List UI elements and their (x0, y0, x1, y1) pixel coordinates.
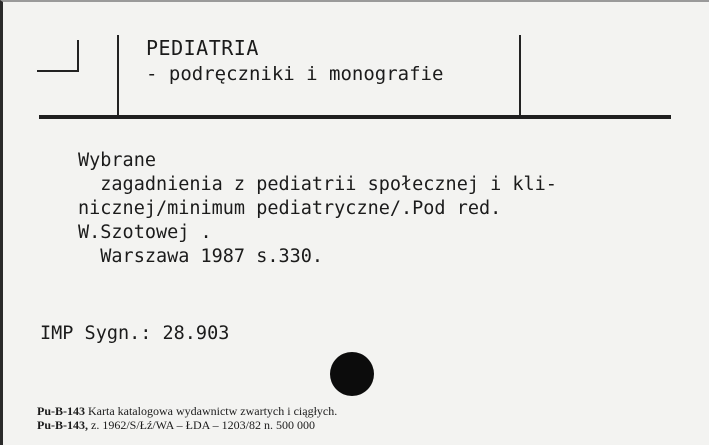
card-footer (37, 404, 337, 432)
header-divider-right (519, 35, 521, 115)
form-code: Pu-B-143 (37, 404, 85, 418)
header-rule (39, 115, 671, 119)
entry-line: W.Szotowej . (78, 222, 212, 243)
punch-hole (330, 352, 374, 396)
entry-line: Wybrane (78, 150, 156, 171)
form-description: Karta katalogowa wydawnictw zwartych i ciągłych. (85, 404, 338, 418)
entry-line: nicznej/minimum pediatryczne/.Pod red. (78, 198, 502, 219)
form-code: Pu-B-143, (37, 418, 88, 432)
header-divider-left (117, 35, 119, 115)
corner-mark (37, 40, 79, 72)
subject-subheading: - podręczniki i monografie (146, 63, 444, 85)
bibliographic-entry (78, 149, 557, 269)
call-number: IMP Sygn.: 28.903 (40, 323, 230, 344)
entry-line: zagadnienia z pediatrii społecznej i kli- (78, 174, 557, 195)
subject-heading: PEDIATRIA (146, 36, 259, 60)
entry-line: Warszawa 1987 s.330. (78, 246, 324, 267)
print-info: z. 1962/S/Łź/WA – ŁDA – 1203/82 n. 500 000 (88, 418, 315, 432)
